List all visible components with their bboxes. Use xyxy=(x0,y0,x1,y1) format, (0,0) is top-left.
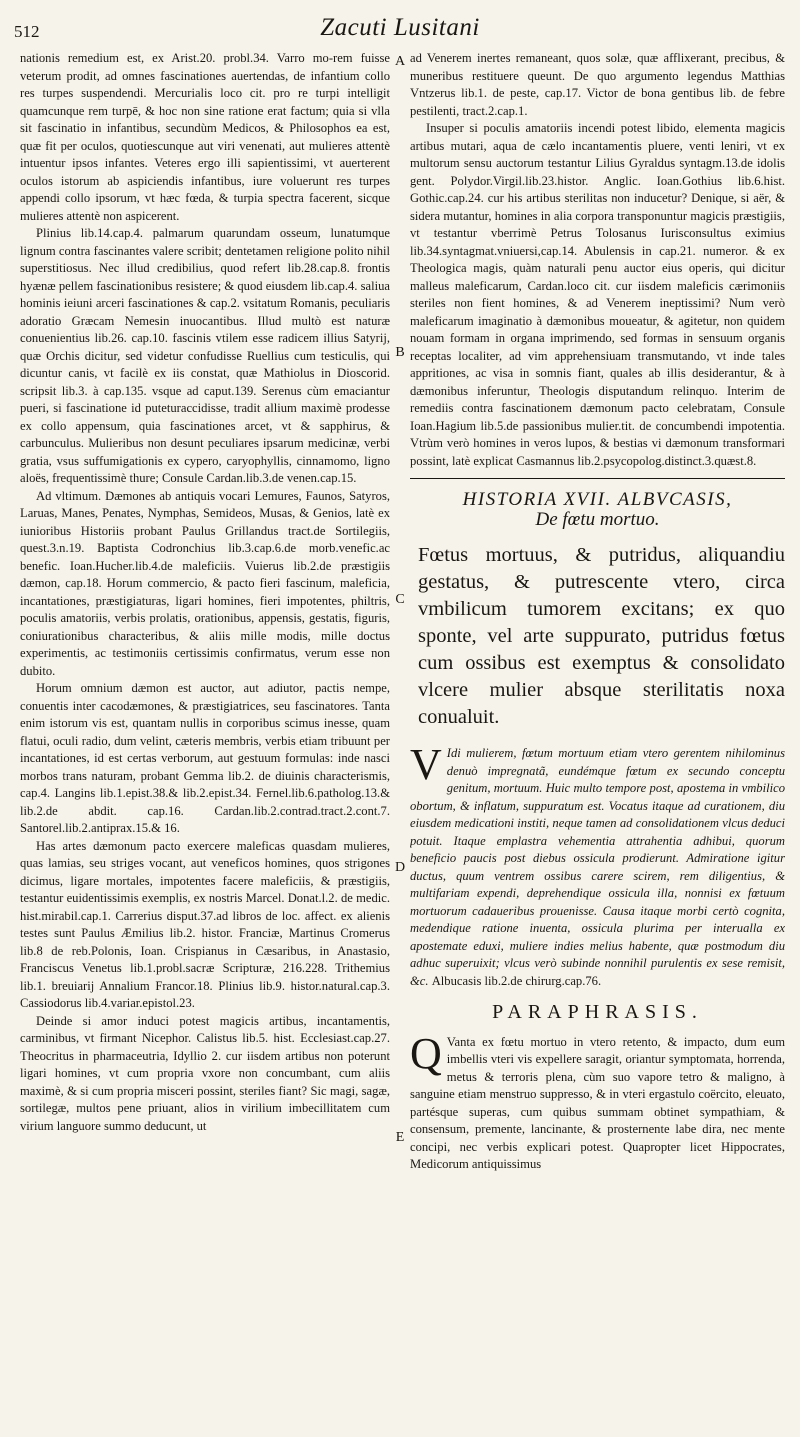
paraphrasis-body xyxy=(410,1028,785,1174)
left-paragraph-4: Horum omnium dæmon est auctor, aut adiutor, pactis nempe, conuentis inter cacodæmones, & præstigiatrices, seu fascinatores. Tanta enim istorum vis est, quantam nullis in corporibus scimus inesse, quam flatui, oculi radio, dum velint, cæteris membris, verbis etiam tribuunt per incantationes, id est certas verborum, aut gestuum formulas: inde nasci morbos trans naturam, probant Gemma lib.2. de diuinis characterismis, cap.4. Langins lib.1.epist.38.& lib.2.epist.34. Fernel.lib.6.patholog.13.& lib.2.de abdit. cap.16. Cardan.lib.2.contrad.tract.2.cont.7. Santorel.lib.2.antiprax.15.& 16. xyxy=(20,681,390,835)
paraphrasis-heading: PARAPHRASIS. xyxy=(492,1001,703,1023)
narrative-text: Idi mulierem, fœtum mortuum etiam vtero gerentem nihilominus denuò impregnatã, eundémque fœtum ex secundo conceptu genitum, mortuum. Huic multo tempore post, apostema in vmbilico obortum, & inflatum, suppuratum est. Vocatus itaque ad curationem, diu eiusdem medicationi institi, neque tamen ad consolidationem vlcus deduci potuit. Itaque emplastra vehementia attrahentia adhibui, quorum beneficio paucis post diebus ossicula prodierunt. Admiratione igitur ductus, quum ventrem ossibus carere scirem, rem diligentius, & multifariam expendi, deprehendique ossicula illa, nonnisi ex fœtuum mortuorum cadaueribus prouenisse. Causa itaque morbi certò cognita, medendique ratione inuenta, ossicula plurima per interualla ex apostemate eduxi, muliere indies melius habente, quæ postmodum diu adhuc superuixit; vlcus verò subinde nonnihil purulentis ex sese remisit, &c. xyxy=(410,746,785,988)
narrative-citation: Albucasis lib.2.de chirurg.cap.76. xyxy=(431,973,602,988)
left-paragraph-1: nationis remedium est, ex Arist.20. probl.34. Varro mo-rem fuisse veterum prodit, ad omnes fascinationes auertendas, de infantium collo res turpes suspendendi. Mercurialis loco cit. pro re turpi intelligit quamcunque rem turpē, & hoc non sine ratione erat factum; quia si vlla sit fascinatio in infantibus, secundùm Medicos, & Philosophos ea est, quæ fit per oculos, quotiescunque aut viri venenati, aut mulieres attentè intuentur ipsos infantes. Veteres ergo illi sapientissimi, vt auerterent oculos istorum ab aspiciendis infantibus, iure voluerunt res turpes appendi collo ipsorum, vt hæc fœda, & turpia spectra facerent, sicque mulieres attentè non aspicerent. xyxy=(20,51,390,223)
margin-letter-d: D xyxy=(394,860,406,875)
margin-letter-c: C xyxy=(395,592,405,607)
paraphrasis-text: Vanta ex fœtu mortuo in vtero retento, & impacto, dum eum imbellis vteri vis expellere saragit, oriantur symptomata, horrenda, metus & terroris plena, cùm suo vapore tetro & maligno, à sanguine etiam menstruo suppresso, & in vteri ergastulo coërcito, eleuato, partésque superas, cum quibus summam obtinet sympathiam, & consensum, premente, lancinante, & prosternente labe dira, nec mente concipi, nec verbis explicari potest. Quapropter licet Hippocrates, Medicorum antiquissimus xyxy=(410,1034,785,1171)
left-paragraph-3: Ad vltimum. Dæmones ab antiquis vocari Lemures, Faunos, Satyros, Laruas, Manes, Penates, Nymphas, Semideos, Musas, & Genios, latè ex iunioribus Historiis probant Paulus Grillandus tract.de Sortilegiis, quest.3.n.19. Baptista Codronchius lib.3.cap.6.de morb.venefic.ac benefic. Ioan.Hucher.lib.4.de maleficiis. Vuierus lib.2.de præstigiis dæmon, cap.18. Horum commercio, & pacto fieri fascinum, maleficia, incantationes, præstigiaturas, ligari homines, fieri impotentes, philtris, poculis amatoriis, verbis prolatis, orationibus, appensis, gestatis, figuris, coniurationibus characteribus, & aliis mille modis, mille doctus experimentis, ac testimoniis certissimis confirmatus, verum esse non dubito. xyxy=(20,488,390,678)
page-header xyxy=(0,0,800,50)
margin-letter-a: A xyxy=(394,54,406,69)
paraphrasis-dropcap: Q xyxy=(410,1028,442,1078)
section-rule xyxy=(410,478,785,479)
page-number: 512 xyxy=(14,22,40,41)
case-summary: Fœtus mortuus, & putridus, aliquandiu gestatus, & putrescente vtero, circa vmbilicum tumorem excitans; ex quo sponte, vel arte suppurato, putridus fœtus cum ossibus est exemptus & consolidato vlcere mulier absque sterilitatis noxa conualuit. xyxy=(418,544,785,728)
left-paragraph-5: Has artes dæmonum pacto exercere maleficas quasdam mulieres, quas lamias, seu striges vocant, aut veneficos homines, quos strigones dicimus, ligare mortales, impotentes facere maleficiis, & præstigiis, testantur euidentissimis exemplis, ex nostris Marcel. Donat.l.2. de medic. hist.mirabil.cap.1. Carrerius disput.37.ad libros de loc. affect. ex alienis testes sunt Paulus Æmilius lib.2. histor. Franciæ, Martinus Cromerus lib.8 de reb.Polonis, Ioan. Crispianus in Cæsaribus, in Anastasio, Franciscus Venetus lib.1.probl.sacræ Scripturæ, 216.228. Trithemius lib.1. breuiarij Annalium Francor.18. Plinius lib.9. histor.natural.cap.3. Cassiodorus lib.4.variar.epistol.23. xyxy=(20,838,390,1010)
historia-title: HISTORIA XVII. ALBVCASIS, xyxy=(462,489,733,510)
left-paragraph-2: Plinius lib.14.cap.4. palmarum quarundam osseum, lunatumque lignum contra fascinantes valere scribit; dentetamen religione polito nihil superstitiosus. Nec illud credibilius, quod refert lib.28.cap.8. frontis hyænæ pellem fascinationibus resistere; & quod eiusdem lib.cap.4. saliua hominis ieiuni arceri fascinationes & cap.2. vsitatum Romanis, peculiaris adoratio Græcam Nemesin inuocantibus. Illud multò est naturæ conuenientius lib.26. cap.10. fascinis vtilem esse radicem illius Satyrij, quæ Orchis dicitur, sed videtur confudisse Ruellius cum testiculis, qui dicuntur canis, vt facilè ex iis constat, quæ Mathiolus in Dioscorid. scripsit lib.3. à cap.135. vsque ad caput.139. Serenus cùm emaciantur pueri, si fascinatione id puteturaccidisse, tradit allium maximè prodesse ex collo appensum, quia fascinationes arcet, vt & sapphirus, & carbunculus. Mulieribus non desunt peculiares ipsarum medicinæ, verbi gratia, vsus suffumigationis ex cypero, caryophyllis, cinnamomo, ligno aloës, frequentissimè thure; Consule Cardan.lib.3.de venen.cap.15. xyxy=(20,226,390,485)
case-narrative xyxy=(410,740,785,990)
narrative-dropcap: V xyxy=(410,740,442,789)
right-paragraph-2: Insuper si poculis amatoriis incendi potest libido, elementa magicis artibus mutari, aqua de cælo incantamentis pluere, venti leniri, vt ex multorum sensu auctorum testantur Lilius Gyraldus syntagm.13.de idolis gent. Polydor.Virgil.lib.23.histor. Anglic. Ioan.Gothius lib.6.hist. Gothic.cap.24. cur his artibus sterilitas non inducetur? Denique, si aër, & sidera mutantur, homines in alia corpora transponuntur magicis præstigiis, vt testantur vberrimè Petrus Tolosanus Iurisconsultus eximius lib.34.syntagmat.vniuersi,cap.14. Abulensis in cap.21. numeror. & ex Theologica magis, quàm naturali penu auctor eius operis, qui dicitur malleus maleficarum, Cardan.loco cit. cur iisdem maleficis cærimoniis steriles non fient homines, & ad Venerem ineptissimi? Num verò maleficarum imaginatio à dæmonibus moueatur, & agitetur, non quidem nouam formam in organa imprimendo, sed formas in sensuum organis receptas localiter, ad vim apprehensiuam transmutando, vt inde tales appritiones, ac visa in somnis fiant, quales ab illis desiderantur, & à dæmonibus inferuntur, Theologis disputandum relinquo. Interim de remediis contra fascinationem dæmonum pacto celebratam, Consule Ioan.Hagium lib.5.de passionibus mulier.tit. de concumbendi impotentia. Vtrùm verò homines in veros lupos, & bestias vi dæmonum transformari possint, latè explicat Casmannus lib.2.psycopolog.distinct.3.quæst.8. xyxy=(410,121,785,468)
left-column xyxy=(20,50,390,1425)
margin-letter-e: E xyxy=(395,1130,405,1145)
right-paragraph-1: ad Venerem inertes remaneant, quos solæ, quæ afflixerant, precibus, & muneribus restituere queunt. De quo argumento legendus Matthias Vntzerus lib.1. de peste, cap.17. Victor de bona gentibus lib. de febre pestilenti, tract.2.cap.1. xyxy=(410,51,785,118)
right-column xyxy=(410,50,785,1425)
historia-subtitle: De fœtu mortuo. xyxy=(535,508,660,530)
left-paragraph-6: Deinde si amor induci potest magicis artibus, incantamentis, carminibus, vt firmant Nicephor. Calistus lib.5. hist. Ecclesiast.cap.27. Theocritus in pharmaceutria, Idyllio 2. cur iisdem artibus non poterunt ligari homines, vt cum propria vxore non concumbant, cum aliis maximè, & si cum propria misceri possint, steriles fiant? Sic magi, sagæ, sortilegæ, multos pene priuant, alios in virilium imbecillitatem cum virium languore summo deducunt, ut xyxy=(20,1013,390,1133)
margin-letter-b: B xyxy=(395,345,405,360)
running-title: Zacuti Lusitani xyxy=(320,14,480,41)
